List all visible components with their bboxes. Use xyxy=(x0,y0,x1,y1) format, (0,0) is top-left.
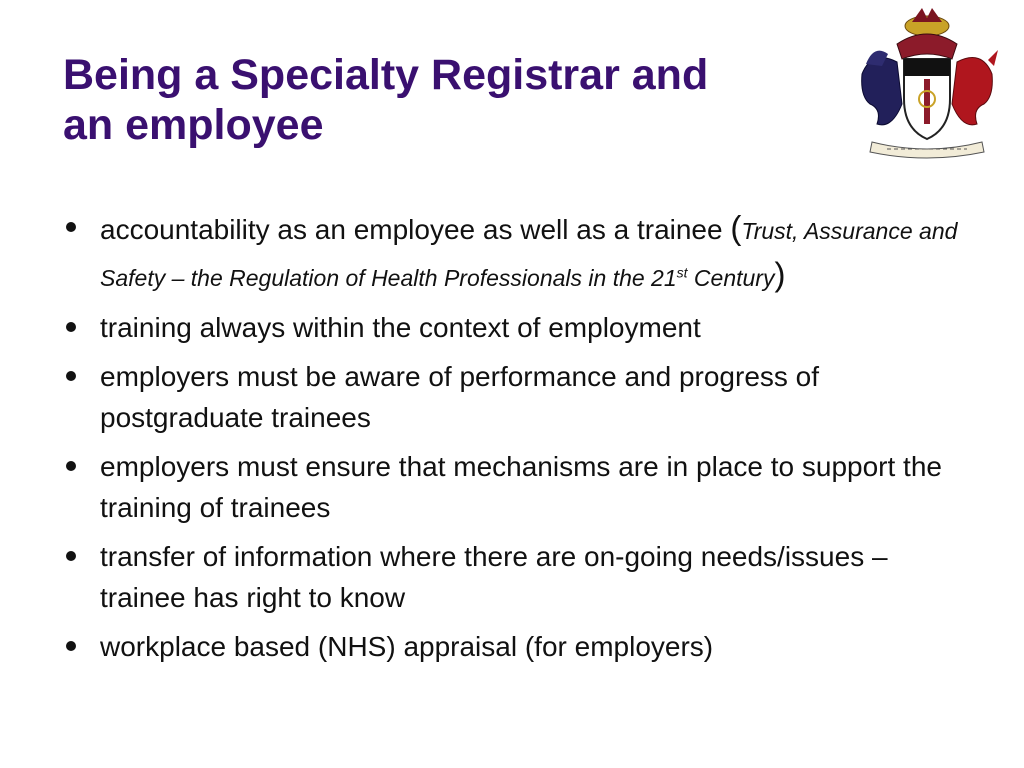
bullet-list xyxy=(64,207,964,675)
close-paren: ) xyxy=(774,255,786,293)
list-item xyxy=(64,446,964,528)
bullet-text: transfer of information where there are on-going needs/issues – trainee has right to know xyxy=(100,540,888,613)
coat-of-arms-icon xyxy=(852,4,1002,160)
bullet-dot xyxy=(66,322,76,332)
bullet-text: workplace based (NHS) appraisal (for employers) xyxy=(100,630,714,662)
citation-part-a: Trust, Assurance and Safety – the Regulation of Health Professionals in the 21 xyxy=(100,218,958,291)
bullet-dot xyxy=(66,222,76,232)
bullet-text: employers must ensure that mechanisms are in place to support the training of trainees xyxy=(100,450,942,523)
citation-superscript: st xyxy=(676,264,688,280)
citation-part-b: Century xyxy=(687,264,775,291)
list-item xyxy=(64,207,964,299)
list-item xyxy=(64,626,964,667)
bullet-text: accountability as an employee as well as a trainee xyxy=(100,214,731,245)
bullet-dot xyxy=(66,371,76,381)
open-paren: ( xyxy=(730,209,742,246)
list-item xyxy=(64,307,964,348)
slide-title-line-2: an employee xyxy=(63,101,324,149)
bullet-text: training always within the context of employment xyxy=(100,311,701,343)
slide-title xyxy=(63,50,843,150)
bullet-dot xyxy=(66,551,76,561)
bullet-dot xyxy=(66,461,76,471)
bullet-text: employers must be aware of performance and progress of postgraduate trainees xyxy=(100,360,820,433)
slide-title-line-1: Being a Specialty Registrar and xyxy=(63,51,709,99)
list-item xyxy=(64,536,964,618)
bullet-dot xyxy=(66,641,76,651)
list-item xyxy=(64,356,964,438)
